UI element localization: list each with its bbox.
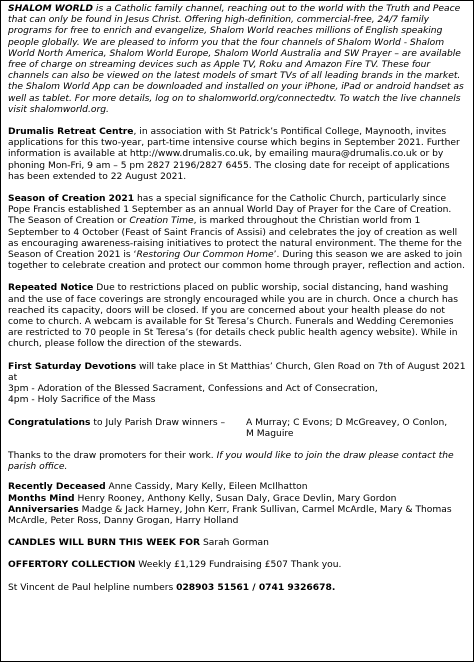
repeated-notice: [8, 283, 466, 350]
winners-line-2: M Maguire: [246, 428, 294, 439]
shalom-world-text: is a Catholic family channel, reaching out to the world with the Truth and Peace that can only be found in Jesus Christ. Offering high-definition, commercial-free, 24/7 family programs for free to enrich and evangelize, Shalom World reaches millions of English speaking people globally. We are pleased to inform you that the four channels of Shalom World - Shalom World North America, Shalom World Europe, Shalom World Australia and SW Prayer – are available free of charge on streaming devices such as Apple TV, Roku and Amazon Fire TV. These four channels can also be viewed on the latest models of smart TVs of all leading brands in the market. the Shalom World App can be downloaded and installed on your iPhone, iPad or android handset as well as tablet. For more details, log on to shalomworld.org/connectedtv. To watch the live channels visit shalomworld.org.: [8, 4, 464, 115]
season-of-creation-notice: Season of Creation 2021 has a special significance for the Catholic Church, particularly since Pope Francis established 1 September as an annual World Day of Prayer for the Care of Creation. The Season of Creation or Creation Time, is marked throughout the Christian world from 1 September to 4 October (Feast of Saint Francis of Assisi) and celebrates the joy of creation as well as encouraging awareness-raising initiatives to protect the natural environment. The theme for the Season of Creation 2021 is ‘Restoring Our Common Home’. During this season we are asked to join together to celebrate creation and protect our common home through prayer, reflection and action.: [8, 194, 465, 272]
first-saturday-devotions: First Saturday Devotions will take place in St Matthias’ Church, Glen Road on 7th of August 2021 at 3pm - Adoration of the Blessed Sacrament, Confessions and Act of Consecration, 4pm - Holy Sacrifice of the Mass: [8, 361, 466, 406]
drumalis-notice: [8, 127, 466, 183]
draw-thanks: Thanks to the draw promoters for their work. If you would like to join the draw please contact the parish office.: [8, 450, 454, 473]
devotions-title: First Saturday Devotions: [8, 361, 137, 372]
candles-notice: CANDLES WILL BURN THIS WEEK FOR Sarah Gorman: [8, 538, 269, 549]
repeated-notice-title: Repeated Notice: [8, 283, 94, 294]
repeated-notice-text: Due to restrictions placed on public worship, social distancing, hand washing and the use of face coverings are strongly encouraged while you are in church. Once a church has reached its capacity, doors will be closed. If you are concerned about your health please do not come to church. A webcam is available for St Teresa’s Church. Funerals and Wedding Ceremonies are restricted to 70 people in St Teresa’s (for details check public health agency website). While in church, please follow the direction of the stewards.: [8, 283, 458, 350]
months-mind: Months Mind Henry Rooney, Anthony Kelly, Susan Daly, Grace Devlin, Mary Gordon: [8, 493, 397, 504]
recently-deceased: Recently Deceased Anne Cassidy, Mary Kelly, Eileen McIlhatton: [8, 482, 308, 493]
shalom-world-notice: [8, 4, 466, 116]
offertory-collection: OFFERTORY COLLECTION Weekly £1,129 Fundraising £507 Thank you.: [8, 560, 342, 571]
drumalis-text: , in association with St Patrick’s Pontifical College, Maynooth, invites applications for this two-year, part-time intensive course which begins in September 2021. Further information is available at http://www.drumalis.co.uk, by emailing maura@drumalis.co.uk or by phoning Mon-Fri, 9 am – 5 pm 2827 2196/2827 6455. The closing date for receipt of applications has been extended to 22 August 2021.: [8, 127, 460, 182]
winners-line-1: A Murray; C Evons; D McGreavey, O Conlon,: [246, 417, 448, 428]
svdp-helpline: St Vincent de Paul helpline numbers 028903 51561 / 0741 9326678.: [8, 582, 336, 593]
svdp-numbers: 028903 51561 / 0741 9326678.: [176, 582, 336, 593]
parish-draw-winners: Congratulations to July Parish Draw winners – A Murray; C Evons; D McGreavey, O Conlon, M Maguire: [8, 418, 466, 440]
anniversaries: Anniversaries Madge & Jack Harney, John Kerr, Frank Sullivan, Carmel McArdle, Mary & Thomas McArdle, Peter Ross, Danny Grogan, Harry Holland: [8, 504, 452, 526]
season-of-creation-title: Season of Creation 2021: [8, 194, 135, 205]
drumalis-title: Drumalis Retreat Centre: [8, 127, 134, 138]
congratulations-title: Congratulations: [8, 417, 91, 428]
shalom-world-title: SHALOM WORLD: [8, 4, 94, 14]
